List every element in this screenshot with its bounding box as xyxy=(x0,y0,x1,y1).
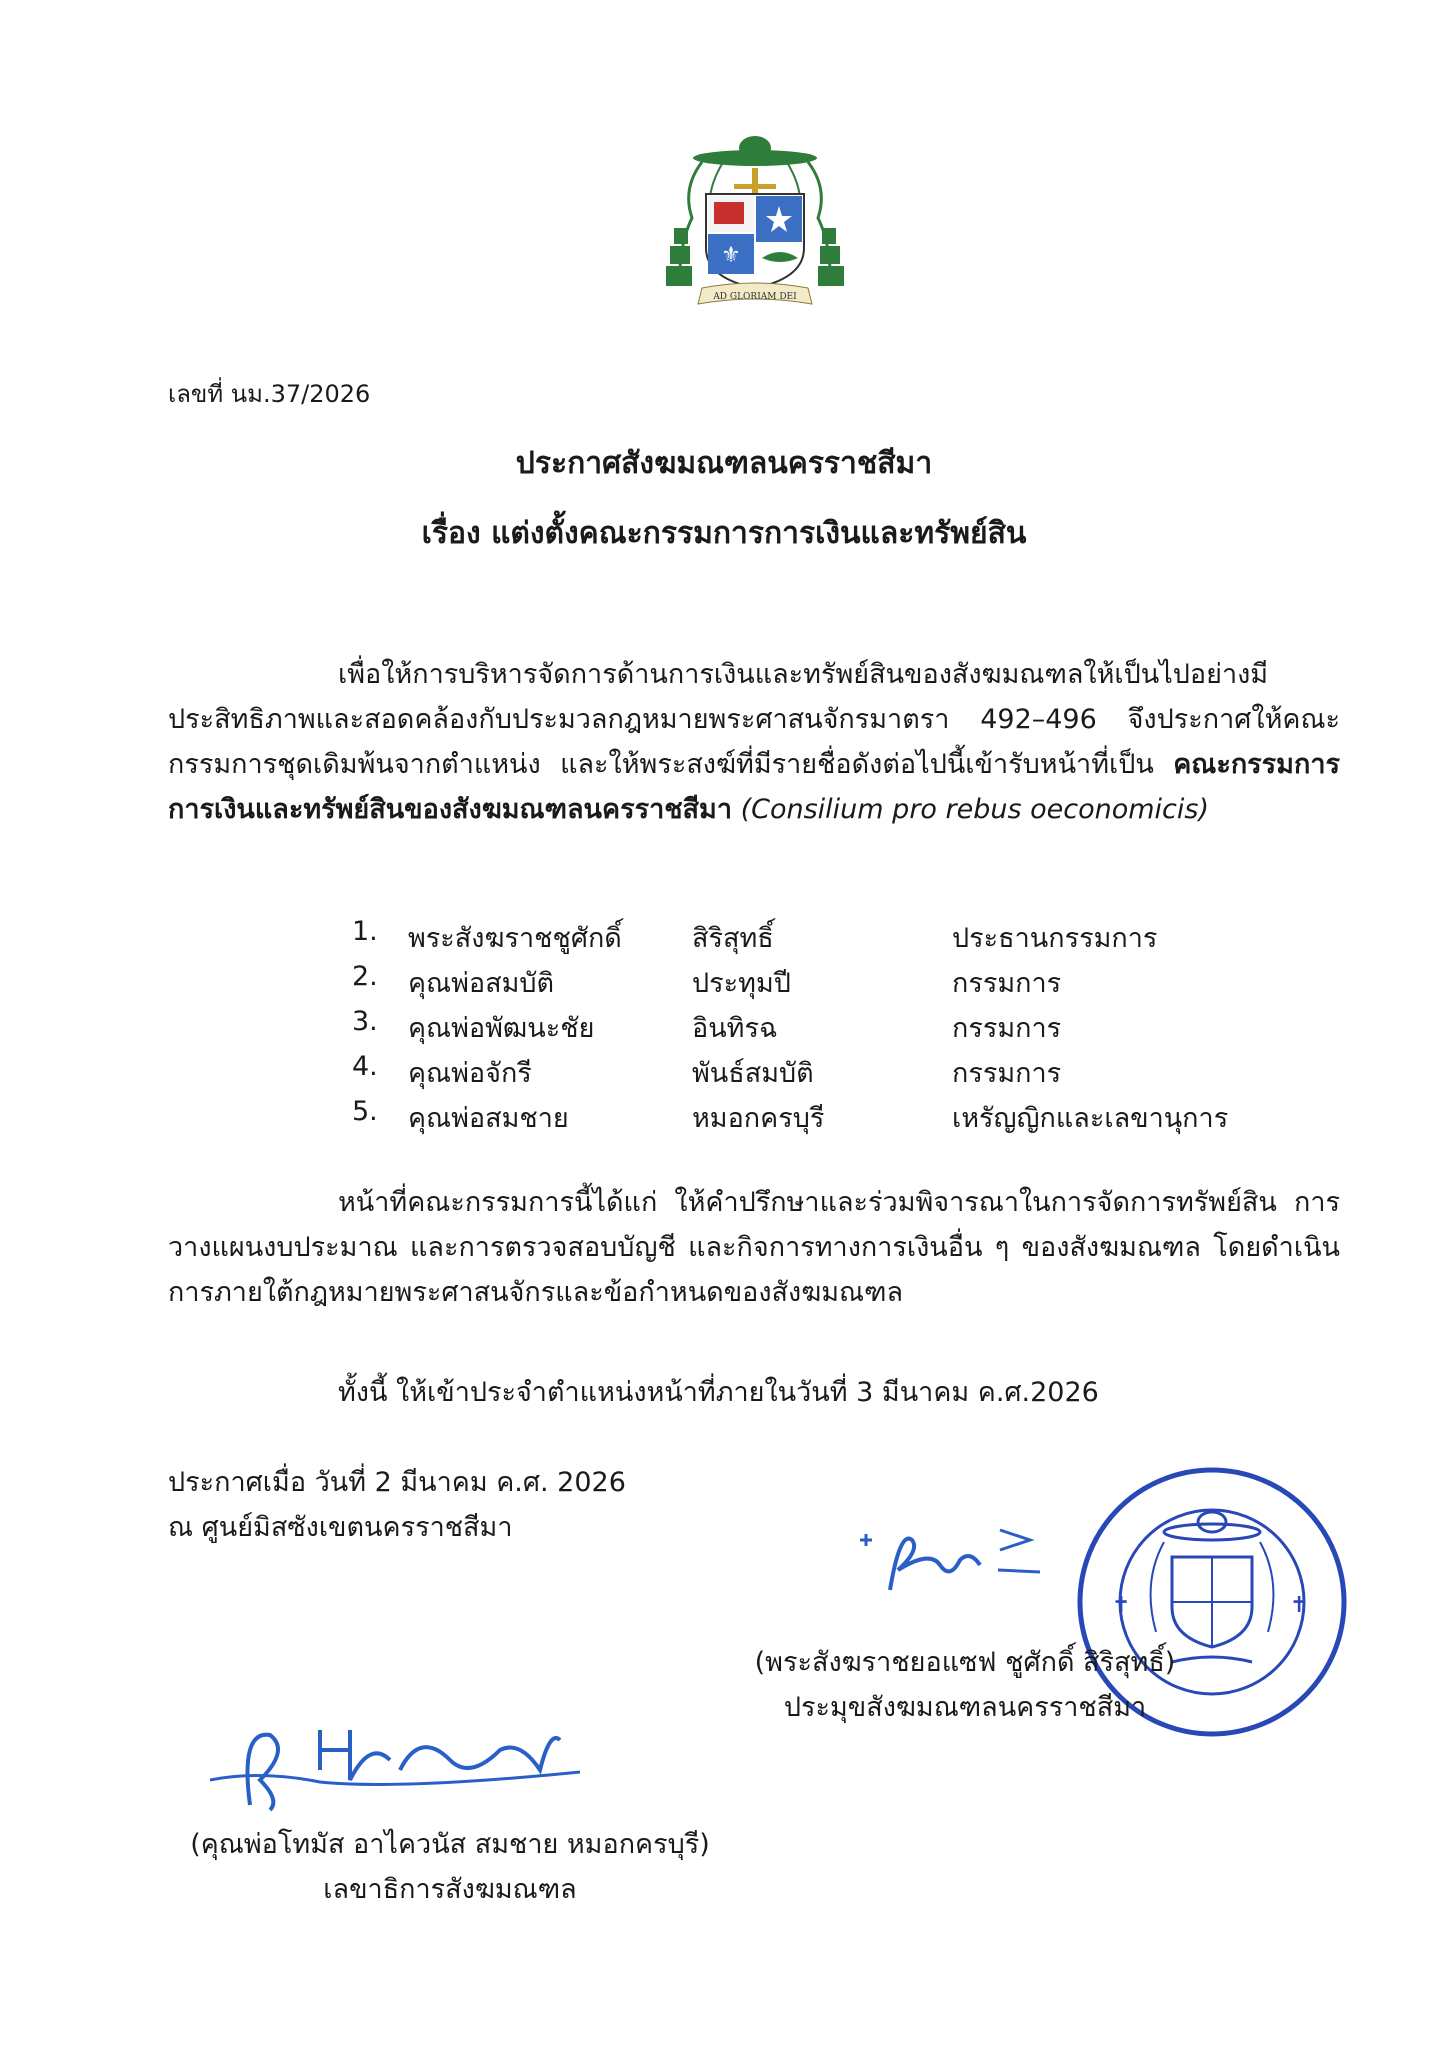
member-last-name: อินทิรฉ xyxy=(692,1013,778,1044)
member-last-name: หมอกครบุรี xyxy=(692,1103,825,1134)
committee-name: คณะกรรมการการเงินและทรัพย์สินของสังฆมณฑลนครราชสีมา xyxy=(168,749,1340,825)
member-number: 4. xyxy=(352,1051,378,1082)
intro-text: เพื่อให้การบริหารจัดการด้านการเงินและทรัพย์สินของสังฆมณฑลให้เป็นไปอย่างมีประสิทธิภาพและสอดคล้องกับประมวลกฎหมายพระศาสนจักรมาตรา 492–496 จึงประกาศให้คณะกรรมการชุดเดิมพ้นจากตำแหน่ง และให้พระสงฆ์ที่มีรายชื่อดังต่อไปนี้เข้ารับหน้าที่เป็น xyxy=(168,659,1340,780)
member-number: 2. xyxy=(352,961,378,992)
issued-date: ประกาศเมื่อ วันที่ 2 มีนาคม ค.ศ. 2026 xyxy=(168,1467,626,1498)
coat-of-arms-emblem xyxy=(662,128,848,314)
svg-text:⚜: ⚜ xyxy=(721,243,741,268)
svg-text:✝: ✝ xyxy=(1112,1593,1131,1618)
member-row xyxy=(352,916,1332,961)
member-first-name: คุณพ่อสมบัติ xyxy=(408,968,555,999)
member-role: ประธานกรรมการ xyxy=(952,923,1158,954)
duties-paragraph: หน้าที่คณะกรรมการนี้ได้แก่ ให้คำปรึกษาและร่วมพิจารณาในการจัดการทรัพย์สิน การวางแผนงบประมาณ และการตรวจสอบบัญชี และกิจการทางการเงินอื่น ๆ ของสังฆมณฑล โดยดำเนินการภายใต้กฎหมายพระศาสนจักรและข้อกำหนดของสังฆมณฑล xyxy=(168,1187,1340,1308)
secretary-title: เลขาธิการสังฆมณฑล xyxy=(323,1874,577,1905)
secretary-name: (คุณพ่อโทมัส อาไควนัส สมชาย หมอกครบุรี) xyxy=(190,1829,710,1860)
issued-place: ณ ศูนย์มิสซังเขตนครราชสีมา xyxy=(168,1512,513,1543)
member-first-name: คุณพ่อจักรี xyxy=(408,1058,532,1089)
member-row xyxy=(352,1006,1332,1051)
svg-text:✝: ✝ xyxy=(1290,1593,1309,1618)
member-row xyxy=(352,961,1332,1006)
motto-text: AD GLORIAM DEI xyxy=(713,292,797,302)
secretary-signature xyxy=(200,1710,590,1825)
member-row xyxy=(352,1051,1332,1096)
bishop-signature xyxy=(850,1510,1050,1610)
intro-paragraph xyxy=(168,652,1340,832)
member-role: เหรัญญิกและเลขานุการ xyxy=(952,1103,1229,1134)
member-number: 3. xyxy=(352,1006,378,1037)
member-last-name: สิริสุทธิ์ xyxy=(692,923,774,954)
member-last-name: ประทุมปี xyxy=(692,968,791,999)
member-last-name: พันธ์สมบัติ xyxy=(692,1058,814,1089)
document-number: เลขที่ นม.37/2026 xyxy=(168,380,371,408)
member-role: กรรมการ xyxy=(952,1013,1062,1044)
member-role: กรรมการ xyxy=(952,968,1062,999)
secretary-signature-block xyxy=(150,1822,750,1912)
bishop-signature-block xyxy=(720,1640,1210,1730)
announcement-title: ประกาศสังฆมณฑลนครราชสีมา xyxy=(515,446,933,481)
bishop-name: (พระสังฆราชยอแซฟ ชูศักดิ์ สิริสุทธิ์) xyxy=(754,1647,1176,1678)
member-first-name: คุณพ่อพัฒนะชัย xyxy=(408,1013,595,1044)
member-number: 5. xyxy=(352,1096,378,1127)
member-number: 1. xyxy=(352,916,378,947)
issued-block xyxy=(168,1460,626,1550)
latin-name: (Consilium pro rebus oeconomicis) xyxy=(740,794,1210,825)
bishop-title: ประมุขสังฆมณฑลนครราชสีมา xyxy=(783,1692,1147,1723)
announcement-subject: เรื่อง แต่งตั้งคณะกรรมการการเงินและทรัพย์สิน xyxy=(421,516,1027,551)
member-first-name: คุณพ่อสมชาย xyxy=(408,1103,569,1134)
member-row xyxy=(352,1096,1332,1141)
member-role: กรรมการ xyxy=(952,1058,1062,1089)
member-list xyxy=(352,916,1332,1141)
effective-date-paragraph: ทั้งนี้ ให้เข้าประจำตำแหน่งหน้าที่ภายในวันที่ 3 มีนาคม ค.ศ.2026 xyxy=(338,1377,1099,1408)
member-first-name: พระสังฆราชชูศักดิ์ xyxy=(408,923,622,954)
